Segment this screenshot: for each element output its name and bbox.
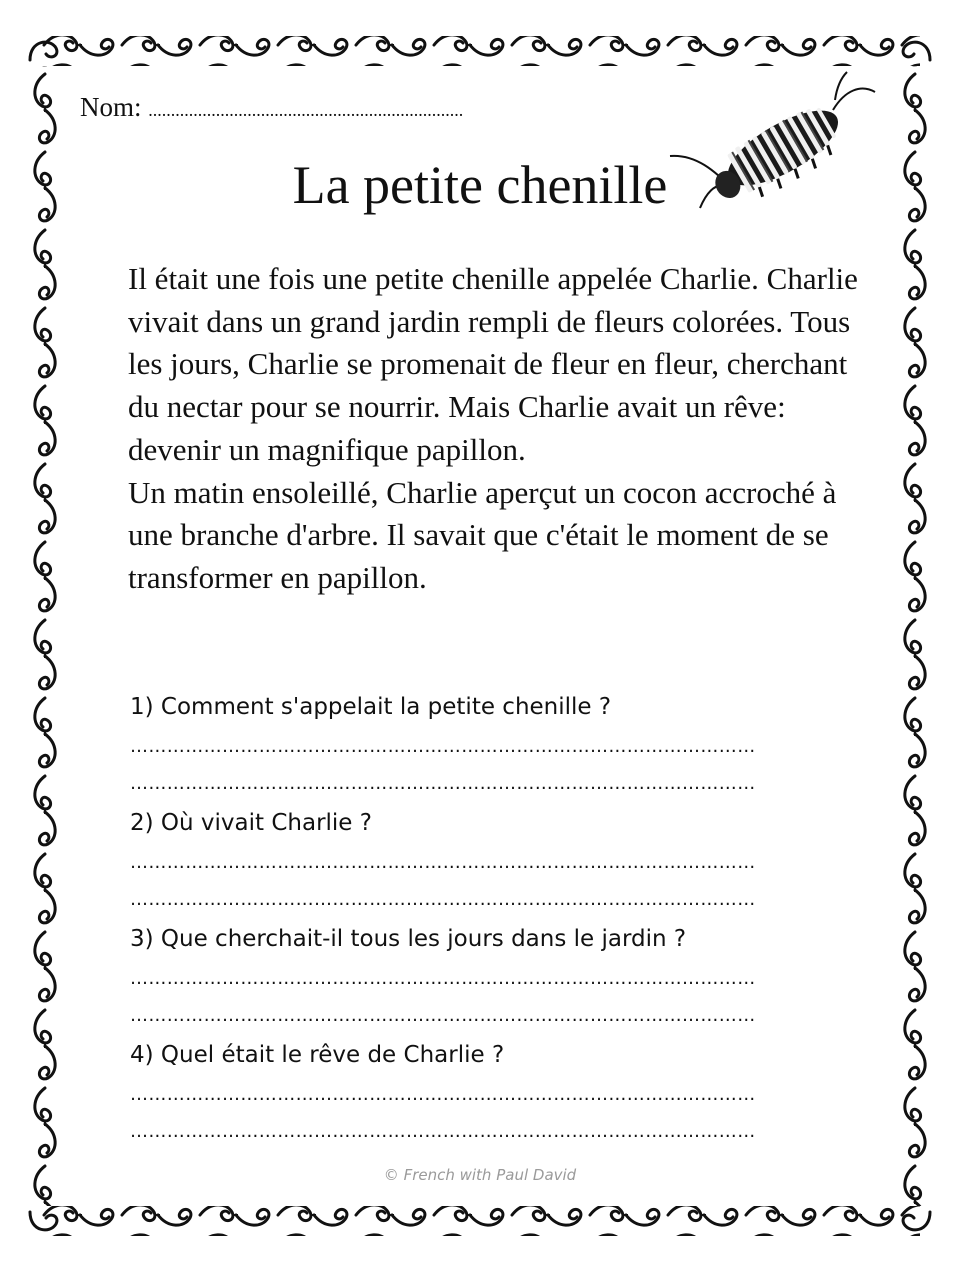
question-label: 1) Comment s'appelait la petite chenille ?: [130, 694, 612, 720]
question-item: [130, 686, 830, 802]
question-label: 3) Que cherchait-il tous les jours dans le jardin ?: [130, 926, 687, 952]
answer-line[interactable]: …………………………………………………………………………………………: [130, 968, 756, 989]
page-title: La petite chenille: [292, 155, 668, 215]
question-label: 4) Quel était le rêve de Charlie ?: [130, 1042, 505, 1068]
question-item: [130, 802, 830, 918]
story-paragraph: Un matin ensoleillé, Charlie aperçut un cocon accroché à une branche d'arbre. Il savait que c'était le moment de se transformer en papillon.: [128, 474, 837, 595]
answer-line[interactable]: …………………………………………………………………………………………: [130, 736, 756, 757]
answer-line[interactable]: …………………………………………………………………………………………: [130, 1084, 756, 1105]
answer-line[interactable]: …………………………………………………………………………………………: [130, 1121, 756, 1142]
question-item: [130, 1034, 830, 1150]
question-label: 2) Où vivait Charlie ?: [130, 810, 372, 836]
answer-line[interactable]: …………………………………………………………………………………………: [130, 852, 756, 873]
name-field-line[interactable]: [80, 92, 463, 123]
copyright-notice: © French with Paul David: [383, 1166, 577, 1184]
name-blank[interactable]: ......................................................................: [148, 100, 464, 120]
questions-section: [130, 686, 830, 1150]
question-item: [130, 918, 830, 1034]
story-text: [128, 258, 858, 600]
caterpillar-icon: [665, 70, 895, 220]
answer-line[interactable]: …………………………………………………………………………………………: [130, 773, 756, 794]
story-paragraph: Il était une fois une petite chenille appelée Charlie. Charlie vivait dans un grand jardin rempli de fleurs colorées. Tous les jours, Charlie se promenait de fleur en fleur, cherchant du nectar pour se nourrir. Mais Charlie avait un rêve: devenir un magnifique papillon.: [128, 261, 858, 467]
answer-line[interactable]: …………………………………………………………………………………………: [130, 1005, 756, 1026]
answer-line[interactable]: …………………………………………………………………………………………: [130, 889, 756, 910]
name-label: Nom:: [80, 92, 142, 122]
